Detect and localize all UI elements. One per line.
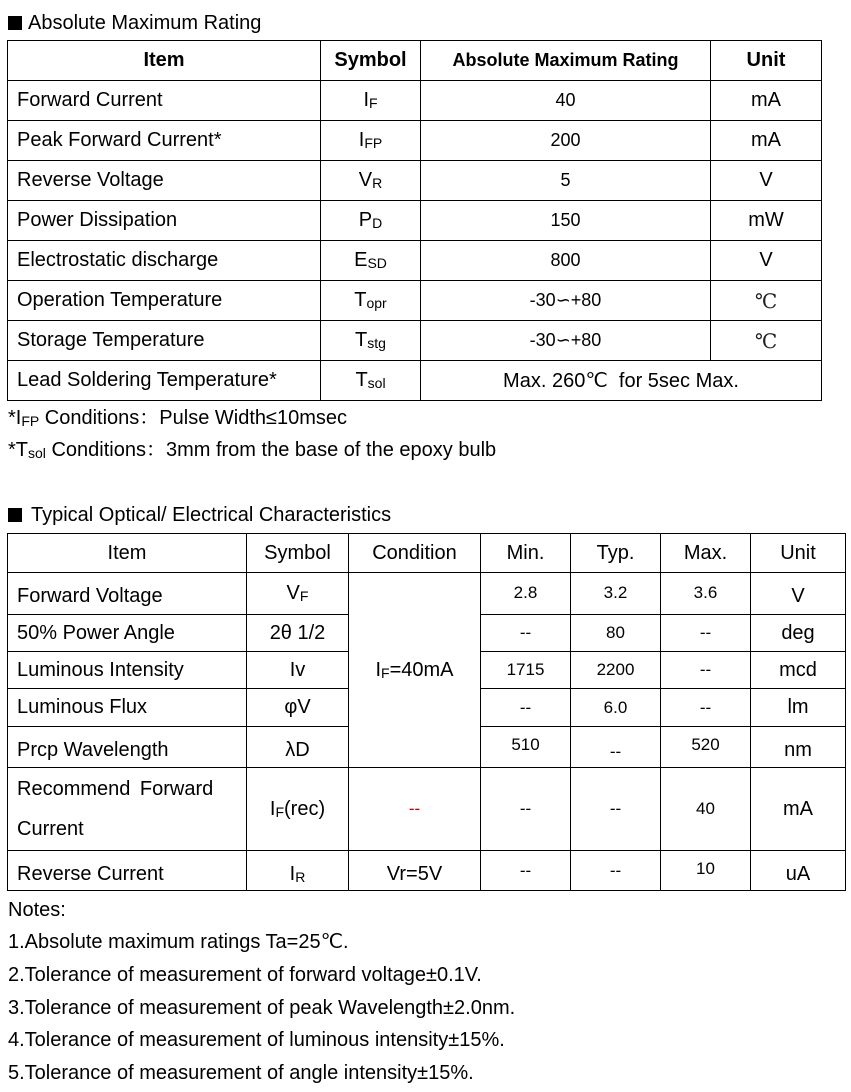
amr-item: Power Dissipation xyxy=(8,201,321,241)
amr-value: 800 xyxy=(421,241,711,281)
note-item: 5.Tolerance of measurement of angle intensity±15%. xyxy=(8,1062,474,1084)
toe-symbol: λD xyxy=(247,727,349,768)
toe-unit: mA xyxy=(751,768,846,851)
amr-item: Operation Temperature xyxy=(8,281,321,321)
amr-value: -30∽+80 xyxy=(421,281,711,321)
toe-condition: -- xyxy=(349,768,481,851)
toe-item: Luminous Flux xyxy=(8,689,247,727)
amr-value: 5 xyxy=(421,161,711,201)
table-row xyxy=(8,321,822,361)
amr-unit: mA xyxy=(711,81,822,121)
amr-unit: mW xyxy=(711,201,822,241)
note-item: 1.Absolute maximum ratings Ta=25℃. xyxy=(8,931,349,953)
table-row xyxy=(8,241,822,281)
amr-header-rating: Absolute Maximum Rating xyxy=(421,41,711,81)
toe-min: -- xyxy=(481,851,571,891)
amr-unit: ℃ xyxy=(711,281,822,321)
amr-value: 150 xyxy=(421,201,711,241)
table-row xyxy=(8,851,846,891)
toe-symbol: Iv xyxy=(247,652,349,689)
toe-typ: 2200 xyxy=(571,652,661,689)
toe-min: 2.8 xyxy=(481,573,571,615)
toe-typ: -- xyxy=(571,851,661,891)
amr-item: Storage Temperature xyxy=(8,321,321,361)
amr-item: Lead Soldering Temperature* xyxy=(8,361,321,401)
table-row xyxy=(8,81,822,121)
toe-symbol: $I_F(rec)$ xyxy=(247,768,349,851)
toe-min: 510 xyxy=(481,727,571,768)
table-row xyxy=(8,201,822,241)
toe-unit: deg xyxy=(751,615,846,652)
toe-header-row xyxy=(8,534,846,573)
toe-header-item: Item xyxy=(8,534,247,573)
toe-symbol: $I_R$ xyxy=(247,851,349,891)
amr-header-item: Item xyxy=(8,41,321,81)
toe-header-unit: Unit xyxy=(751,534,846,573)
amr-value: -30∽+80 xyxy=(421,321,711,361)
amr-item: Forward Current xyxy=(8,81,321,121)
amr-symbol: $T_{sol}$ xyxy=(321,361,421,401)
toe-min: -- xyxy=(481,689,571,727)
amr-header-unit: Unit xyxy=(711,41,822,81)
toe-max: 520 xyxy=(661,727,751,768)
toe-typ: 80 xyxy=(571,615,661,652)
toe-heading: Typical Optical/ Electrical Characteristics xyxy=(8,503,391,527)
amr-symbol: $I_{FP}$ xyxy=(321,121,421,161)
amr-symbol: $T_{stg}$ xyxy=(321,321,421,361)
table-row xyxy=(8,161,822,201)
toe-typ: 3.2 xyxy=(571,573,661,615)
toe-condition: Vr=5V xyxy=(349,851,481,891)
toe-item: Prcp Wavelength xyxy=(8,727,247,768)
toe-item: Reverse Current xyxy=(8,851,247,891)
amr-value: 200 xyxy=(421,121,711,161)
toe-unit: V xyxy=(751,573,846,615)
amr-header-symbol: Symbol xyxy=(321,41,421,81)
amr-value: 40 xyxy=(421,81,711,121)
toe-symbol: $V_F$ xyxy=(247,573,349,615)
amr-table xyxy=(7,40,822,401)
toe-item: Luminous Intensity xyxy=(8,652,247,689)
note-item: 2.Tolerance of measurement of forward voltage±0.1V. xyxy=(8,964,482,986)
amr-unit: mA xyxy=(711,121,822,161)
table-row xyxy=(8,768,846,851)
amr-unit: V xyxy=(711,161,822,201)
toe-max: -- xyxy=(661,615,751,652)
table-row xyxy=(8,121,822,161)
toe-max: 40 xyxy=(661,768,751,851)
toe-item: Forward Voltage xyxy=(8,573,247,615)
toe-max: -- xyxy=(661,652,751,689)
toe-max: -- xyxy=(661,689,751,727)
table-row xyxy=(8,361,822,401)
amr-symbol: $I_F$ xyxy=(321,81,421,121)
toe-unit: mcd xyxy=(751,652,846,689)
square-bullet-icon xyxy=(8,16,22,30)
amr-item: Reverse Voltage xyxy=(8,161,321,201)
toe-typ: -- xyxy=(571,768,661,851)
toe-symbol: 2θ 1/2 xyxy=(247,615,349,652)
note-item: 4.Tolerance of measurement of luminous intensity±15%. xyxy=(8,1029,505,1051)
amr-footnote: $*I_{FP}$ Conditions：Pulse Width≤10msec xyxy=(8,407,348,429)
amr-symbol: $P_D$ xyxy=(321,201,421,241)
toe-item: Recommend Forward Current xyxy=(8,768,247,851)
amr-item: Electrostatic discharge xyxy=(8,241,321,281)
amr-symbol: $E_{SD}$ xyxy=(321,241,421,281)
amr-footnote: $*T_{sol}$ Conditions：3mm from the base of the epoxy bulb xyxy=(8,439,497,461)
toe-typ: -- xyxy=(571,727,661,768)
toe-unit: uA xyxy=(751,851,846,891)
amr-unit: V xyxy=(711,241,822,281)
amr-symbol: $T_{opr}$ xyxy=(321,281,421,321)
note-item: 3.Tolerance of measurement of peak Wavelength±2.0nm. xyxy=(8,997,516,1019)
toe-min: -- xyxy=(481,768,571,851)
toe-table xyxy=(7,533,846,891)
amr-unit: ℃ xyxy=(711,321,822,361)
toe-max: 10 xyxy=(661,851,751,891)
toe-header-min: Min. xyxy=(481,534,571,573)
amr-value: Max. 260℃ for 5sec Max. xyxy=(421,361,822,401)
amr-header-row xyxy=(8,41,822,81)
toe-item: 50% Power Angle xyxy=(8,615,247,652)
table-row xyxy=(8,281,822,321)
amr-symbol: $V_R$ xyxy=(321,161,421,201)
notes-title: Notes: xyxy=(8,899,66,921)
toe-max: 3.6 xyxy=(661,573,751,615)
toe-header-max: Max. xyxy=(661,534,751,573)
amr-item: Peak Forward Current* xyxy=(8,121,321,161)
toe-min: 1715 xyxy=(481,652,571,689)
toe-symbol: φV xyxy=(247,689,349,727)
square-bullet-icon xyxy=(8,508,22,522)
toe-typ: 6.0 xyxy=(571,689,661,727)
amr-heading: Absolute Maximum Rating xyxy=(8,11,261,35)
toe-shared-condition: $I_F=40mA$ xyxy=(349,573,481,768)
toe-header-typ: Typ. xyxy=(571,534,661,573)
toe-header-symbol: Symbol xyxy=(247,534,349,573)
table-row xyxy=(8,573,846,615)
toe-unit: nm xyxy=(751,727,846,768)
toe-unit: lm xyxy=(751,689,846,727)
toe-min: -- xyxy=(481,615,571,652)
toe-header-condition: Condition xyxy=(349,534,481,573)
